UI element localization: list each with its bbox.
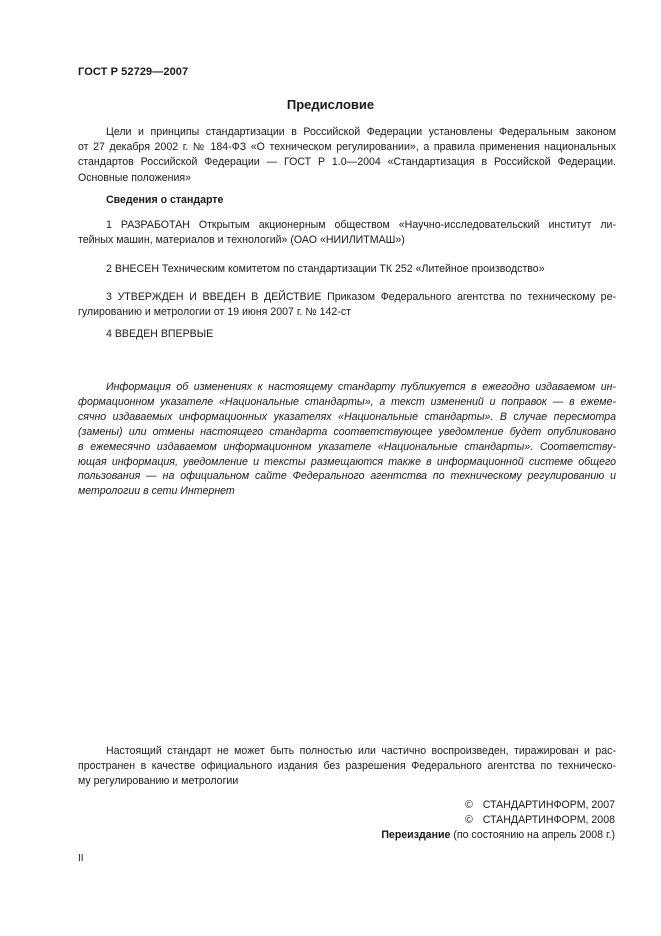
intro-paragraph	[78, 125, 616, 186]
copyright-text: СТАНДАРТИНФОРМ, 2007	[482, 799, 615, 811]
item-line: тейных машин, материалов и технологий» (ОАО «НИИЛИТМАШ»)	[78, 234, 405, 247]
info-line: метрологии в сети Интернет	[78, 485, 235, 498]
reissue-label: Переиздание	[381, 829, 451, 841]
section-title: Сведения о стандарте	[106, 194, 224, 206]
intro-line: стандартов Российской Федерации — ГОСТ Р 1.0—2004 «Стандартизация в Российской Федерации.	[78, 156, 616, 169]
item-line: 3 УТВЕРЖДЕН И ВВЕДЕН В ДЕЙСТВИЕ Приказом Федерального агентства по техническому ре-	[106, 291, 616, 303]
copyright-line-2007	[465, 799, 615, 811]
info-line: Информация об изменениях к настоящему стандарту публикуется в ежегодно издаваемом ин-	[106, 381, 616, 393]
item-line: 2 ВНЕСЕН Техническим комитетом по стандартизации ТК 252 «Литейное производство»	[106, 263, 545, 275]
rights-line: пространен в качестве официального издания без разрешения Федерального агентства по техническо-	[78, 760, 616, 773]
page-title: Предисловие	[286, 97, 375, 112]
document-header: ГОСТ Р 52729—2007	[78, 66, 189, 78]
reissue-date: (по состоянию на апрель 2008 г.)	[450, 829, 615, 841]
info-paragraph	[78, 380, 616, 499]
info-line: формационном указателе «Национальные стандарты», а текст изменений и поправок — в ежеме-	[78, 395, 616, 408]
info-line: ющая информация, уведомление и тексты размещаются также в информационной системе общего	[78, 455, 616, 468]
item-line: 4 ВВЕДЕН ВПЕРВЫЕ	[106, 328, 214, 340]
copyright-line-2008	[465, 814, 615, 826]
info-line: в ежемесячно издаваемом информационном указателе «Национальные стандарты». Соответству-	[78, 440, 616, 453]
info-line: пользования — на официальном сайте Федерального агентства по техническому регулированию и	[78, 470, 616, 483]
info-line: сячно издаваемых информационных указателях «Национальные стандарты». В случае пересмотра	[78, 410, 616, 423]
copyright-icon: ©	[464, 799, 473, 811]
intro-line: Основные положения»	[78, 171, 192, 184]
rights-line: Настоящий стандарт не может быть полностью или частично воспроизведен, тиражирован и рас-	[106, 745, 616, 757]
standard-item-2	[78, 262, 616, 277]
reissue-line	[381, 829, 615, 841]
rights-line: му регулированию и метрологии	[78, 775, 239, 788]
rights-paragraph	[78, 744, 616, 790]
standard-item-3	[78, 290, 616, 320]
standard-item-4	[78, 327, 616, 342]
copyright-icon: ©	[464, 814, 473, 826]
copyright-text: СТАНДАРТИНФОРМ, 2008	[482, 814, 615, 826]
page-number: II	[78, 853, 84, 864]
intro-line: от 27 декабря 2002 г. № 184-ФЗ «О техническом регулировании», а правила применения национальных	[78, 141, 616, 154]
item-line: гулированию и метрологии от 19 июня 2007 г. № 142-ст	[78, 306, 351, 319]
info-line: (замены) или отмены настоящего стандарта соответствующее уведомление будет опубликовано	[78, 425, 616, 438]
standard-item-1	[78, 218, 616, 248]
item-line: 1 РАЗРАБОТАН Открытым акционерным обществом «Научно-исследовательский институт ли-	[106, 219, 616, 231]
intro-line: Цели и принципы стандартизации в Российской Федерации установлены Федеральным законом	[106, 126, 616, 138]
